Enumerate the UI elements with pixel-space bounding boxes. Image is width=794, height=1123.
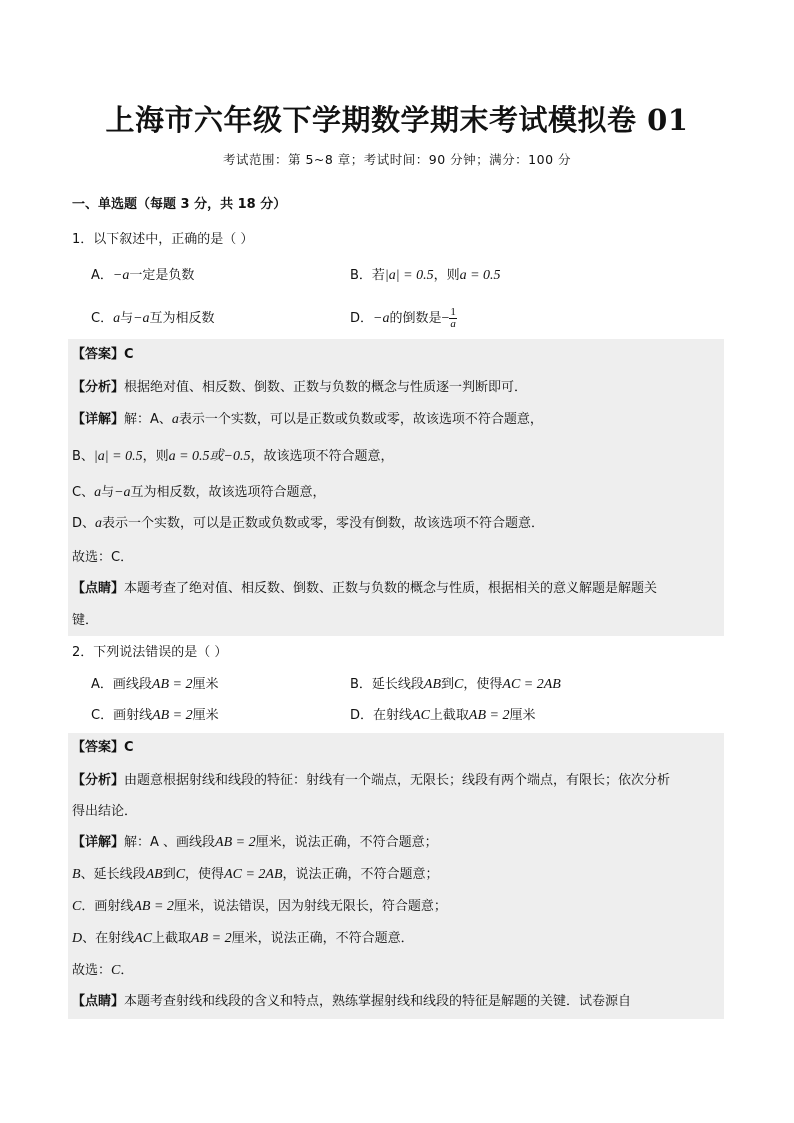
q2-analysis [72,772,670,790]
minus-sign: − [441,311,450,326]
detail-text: ．画射线 [81,899,134,914]
option-label: A．画线段 [91,677,152,692]
answer-tag: 【答案】 [72,740,125,755]
q2-option-d [350,707,536,725]
math-expr: −a [112,268,130,283]
q2-comment [72,993,631,1011]
detail-text: 、延长线段 [80,867,146,882]
math-expr: C [111,963,121,978]
q1-choice: 故选：C． [72,550,134,565]
q1-detail-c [72,484,326,502]
math-expr: AC [412,708,430,723]
math-expr: a [113,311,121,326]
q1-analysis [72,379,527,397]
option-text: 的倒数是 [389,311,442,326]
detail-text: ，则 [142,449,169,464]
answer-tag: 【答案】 [72,347,125,362]
option-text: 厘米 [192,677,219,692]
option-label: D．在射线 [350,708,413,723]
detail-text: 解：A、 [124,412,172,427]
detail-tag: 【详解】 [72,412,125,427]
q2-choice [72,962,133,980]
exam-info: 考试范围：第 5~8 章；考试时间：90 分钟；满分：100 分 [222,152,572,167]
choice-text: 故选： [72,963,112,978]
page-title: 上海市六年级下学期数学期末考试模拟卷 01 [105,103,689,137]
detail-label: C、 [72,485,95,500]
detail-label: B、 [72,449,94,464]
option-text: 上截取 [429,708,469,723]
math-expr: C [454,677,464,692]
math-expr: AB = 2 [133,899,174,914]
math-expr: AB = 2 [152,708,193,723]
option-text: ，则 [433,268,460,283]
q1-detail-d [72,515,544,533]
option-label: C． [91,311,114,326]
detail-label: C [72,899,82,914]
fraction-denominator: a [450,318,456,330]
option-text: 厘米 [192,708,219,723]
option-label: B．若 [350,268,385,283]
math-expr: AB [145,867,163,882]
detail-text: 互为相反数，故该选项符合题意， [130,485,326,500]
math-expr: −a [373,311,390,326]
detail-tag: 【详解】 [72,835,125,850]
detail-text: 表示一个实数，可以是正数或负数或零，故该选项不符合题意， [178,412,543,427]
detail-text: ，说法正确，不符合题意； [282,867,439,882]
q2-detail-a [72,834,438,852]
q1-answer [72,346,134,364]
math-expr: AB = 2 [215,835,256,850]
option-text: 一定是负数 [129,268,195,283]
q2-detail-c [72,898,447,916]
math-expr: AB [423,677,442,692]
math-expr: C [175,867,186,882]
math-expr: a [171,412,179,427]
math-expr: |a| = 0.5 [93,449,143,464]
q1-comment [72,580,657,598]
q1-option-c [91,310,215,328]
option-text: 到 [441,677,455,692]
section-heading: 一、单选题（每题 3 分，共 18 分） [72,197,287,212]
q1-comment-cont: 键． [72,613,99,628]
analysis-tag: 【分析】 [72,773,125,788]
option-label: D． [350,311,374,326]
detail-text: 厘米，说法正确，不符合题意； [255,835,438,850]
math-expr: −a [133,311,150,326]
detail-label: B [72,867,81,882]
math-expr: AB = 2 [151,677,193,692]
option-text: 互为相反数 [149,311,215,326]
analysis-tag: 【分析】 [72,380,125,395]
question-1-stem: 1．以下叙述中，正确的是（ ） [72,232,254,247]
math-expr: a [95,516,103,531]
q1-option-b [350,267,501,285]
detail-text: 上截取 [152,931,192,946]
option-label: B．延长线段 [350,677,424,692]
math-expr: a = 0.5或−0.5 [168,449,251,464]
option-text: 与 [120,311,134,326]
math-expr: −a [114,485,131,500]
comment-tag: 【点睛】 [72,581,125,596]
analysis-text: 根据绝对值、相反数、倒数、正数与负数的概念与性质逐一判断即可． [124,380,528,395]
q2-answer [72,739,134,757]
choice-text: ． [120,963,134,978]
math-expr: |a| = 0.5 [384,268,434,283]
fraction [449,307,457,330]
comment-text: 本题考查了绝对值、相反数、倒数、正数与负数的概念与性质，根据相关的意义解题是解题关 [124,581,658,596]
q1-option-a [91,267,194,285]
detail-label: D、 [72,516,96,531]
q2-option-b [350,676,561,694]
q2-detail-b [72,866,439,884]
detail-text: 厘米，说法错误，因为射线无限长，符合题意； [173,899,447,914]
q2-option-c [91,707,219,725]
detail-text: ，使得 [185,867,225,882]
math-expr: AB = 2 [191,931,232,946]
math-expr: AC = 2AB [502,677,561,692]
answer-value: C [124,740,134,755]
q2-detail-d [72,930,414,948]
detail-label: D [72,931,83,946]
q2-option-a [91,676,218,694]
detail-text: 厘米，说法正确，不符合题意． [231,931,414,946]
q2-analysis-cont: 得出结论． [72,804,138,819]
option-text: ，使得 [463,677,503,692]
detail-text: 表示一个实数，可以是正数或负数或零，零没有倒数，故该选项不符合题意． [102,516,545,531]
math-expr: a [94,485,102,500]
detail-text: 、在射线 [82,931,135,946]
math-expr: AB = 2 [468,708,510,723]
q1-option-d [350,302,457,336]
detail-text: 到 [162,867,176,882]
q1-detail-a [72,411,543,429]
math-expr: AC = 2AB [224,867,283,882]
option-label: C．画射线 [91,708,153,723]
q1-detail-b [72,448,394,466]
comment-text: 本题考查射线和线段的含义和特点，熟练掌握射线和线段的特征是解题的关键．试卷源自 [124,994,632,1009]
math-expr: a = 0.5 [459,268,501,283]
fraction-numerator: 1 [450,306,456,318]
comment-tag: 【点睛】 [72,994,125,1009]
option-label: A． [91,268,113,283]
detail-text: ，故该选项不符合题意， [250,449,394,464]
answer-value: C [124,347,134,362]
analysis-text: 由题意根据射线和线段的特征：射线有一个端点，无限长；线段有两个端点，有限长；依次分析 [124,773,671,788]
detail-text: 解：A 、画线段 [124,835,216,850]
math-expr: AC [134,931,153,946]
detail-text: 与 [101,485,115,500]
option-text: 厘米 [509,708,536,723]
question-2-stem: 2．下列说法错误的是（ ） [72,645,228,660]
